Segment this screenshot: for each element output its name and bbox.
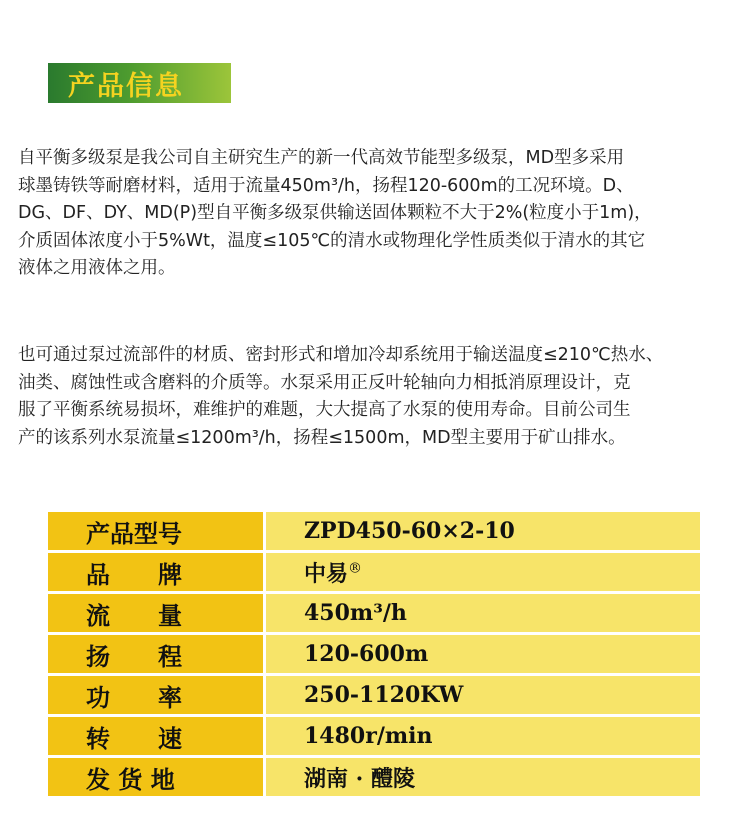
table-row bbox=[48, 635, 700, 673]
spec-value: 450m³/h bbox=[266, 594, 700, 632]
spec-value: 120-600m bbox=[266, 635, 700, 673]
spec-label: 产品型号 bbox=[48, 512, 266, 550]
spec-label: 转 速 bbox=[48, 717, 266, 755]
spec-table bbox=[48, 509, 700, 799]
spec-label: 扬 程 bbox=[48, 635, 266, 673]
table-row bbox=[48, 717, 700, 755]
paragraph-line: 介质固体浓度小于5%Wt，温度≤105℃的清水或物理化学性质类似于清水的其它 bbox=[18, 230, 646, 251]
spec-label: 流 量 bbox=[48, 594, 266, 632]
table-row bbox=[48, 594, 700, 632]
paragraph-line: 产的该系列水泵流量≤1200m³/h，扬程≤1500m，MD型主要用于矿山排水。 bbox=[18, 427, 626, 448]
spec-value: 湖南 · 醴陵 bbox=[266, 758, 700, 796]
spec-value-brand bbox=[266, 553, 700, 591]
table-row bbox=[48, 512, 700, 550]
spec-label: 品 牌 bbox=[48, 553, 266, 591]
spec-label: 功 率 bbox=[48, 676, 266, 714]
spec-value: 1480r/min bbox=[266, 717, 700, 755]
paragraph-line: DG、DF、DY、MD(P)型自平衡多级泵供输送固体颗粒不大于2%(粒度小于1m)， bbox=[18, 203, 652, 223]
paragraph-line: 油类、腐蚀性或含磨料的介质等。水泵采用正反叶轮轴向力相抵消原理设计，克 bbox=[18, 372, 631, 393]
spec-value: ZPD450-60×2-10 bbox=[266, 512, 700, 550]
intro-paragraph bbox=[18, 145, 730, 283]
section-title-banner bbox=[48, 63, 231, 103]
table-row bbox=[48, 553, 700, 591]
table-row bbox=[48, 676, 700, 714]
brand-name: 中易 bbox=[304, 560, 349, 587]
paragraph-line: 液体之用液体之用。 bbox=[18, 258, 176, 278]
paragraph-line: 球墨铸铁等耐磨材料，适用于流量450m³/h，扬程120-600m的工况环境。D、 bbox=[18, 175, 634, 196]
paragraph-line: 也可通过泵过流部件的材质、密封形式和增加冷却系统用于输送温度≤210℃热水、 bbox=[18, 345, 664, 365]
second-paragraph bbox=[18, 342, 730, 452]
spec-label: 发 货 地 bbox=[48, 758, 266, 796]
registered-mark: ® bbox=[348, 560, 363, 577]
paragraph-line: 服了平衡系统易损坏，难维护的难题，大大提高了水泵的使用寿命。目前公司生 bbox=[18, 400, 631, 420]
table-row bbox=[48, 758, 700, 796]
paragraph-line: 自平衡多级泵是我公司自主研究生产的新一代高效节能型多级泵，MD型多采用 bbox=[18, 148, 625, 168]
section-title: 产品信息 bbox=[68, 70, 184, 102]
spec-value: 250-1120KW bbox=[266, 676, 700, 714]
